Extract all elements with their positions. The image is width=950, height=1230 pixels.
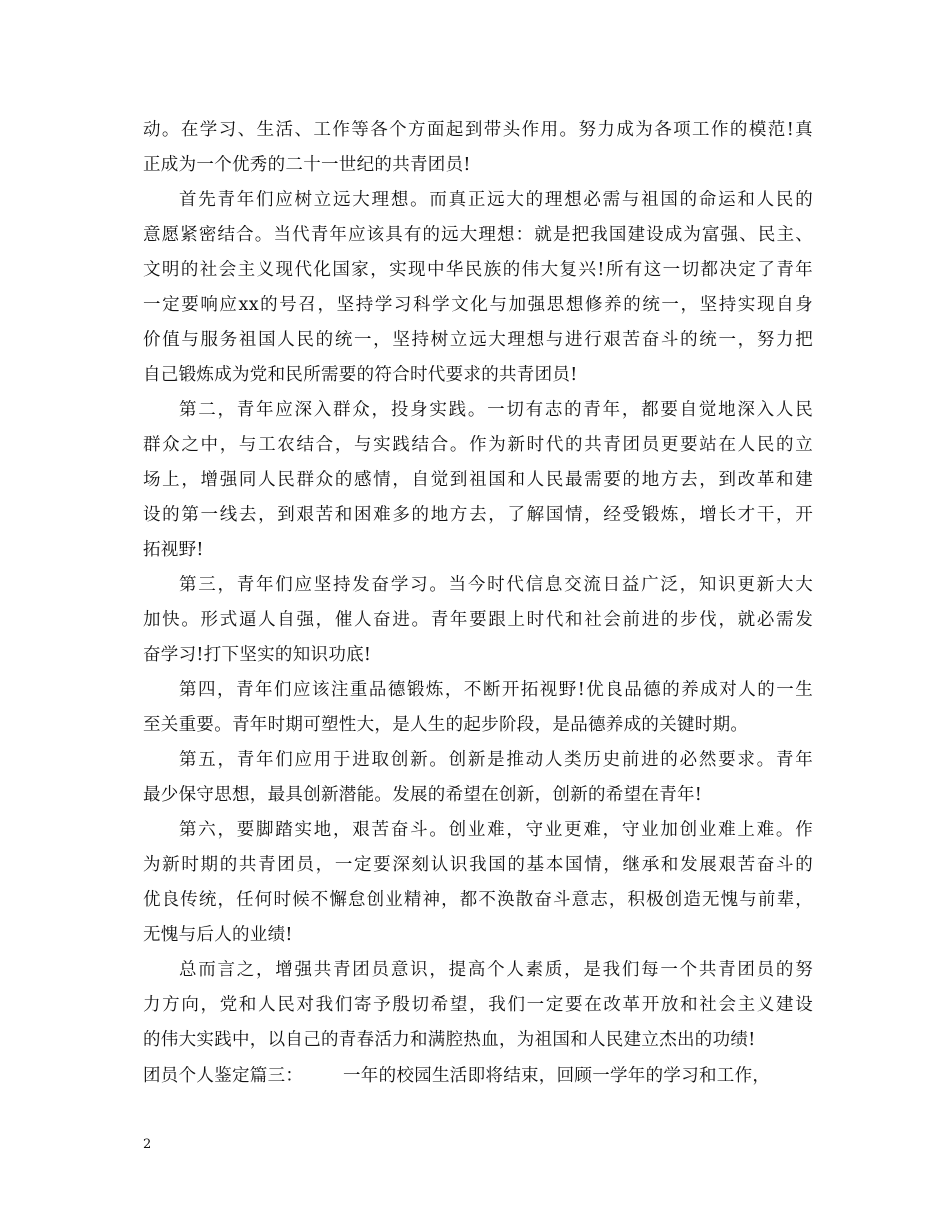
text-line: 奋学习!打下坚实的知识功底! bbox=[143, 645, 372, 665]
text-line: 意愿紧密结合。当代青年应该具有的远大理想：就是把我国建设成为富强、民主、 bbox=[143, 225, 813, 245]
text-line: 正成为一个优秀的二十一世纪的共青团员! bbox=[143, 155, 471, 175]
section-heading-label: 团员个人鉴定篇三： bbox=[143, 1066, 304, 1086]
text-line: 第五，青年们应用于进取创新。创新是推动人类历史前进的必然要求。青年 bbox=[179, 750, 813, 770]
text-line: 的伟大实践中，以自己的青春活力和满腔热血，为祖国和人民建立杰出的功绩! bbox=[143, 1030, 756, 1050]
text-line: 总而言之，增强共青团员意识，提高个人素质，是我们每一个共青团员的努 bbox=[179, 960, 813, 980]
text-line: 为新时期的共青团员，一定要深刻认识我国的基本国情，继承和发展艰苦奋斗的 bbox=[143, 855, 813, 875]
text-line: 设的第一线去，到艰苦和困难多的地方去，了解国情，经受锻炼，增长才干，开 bbox=[143, 505, 813, 525]
text-line: 第六，要脚踏实地，艰苦奋斗。创业难，守业更难，守业加创业难上难。作 bbox=[179, 820, 813, 840]
page-number: 2 bbox=[143, 1137, 152, 1152]
text-line: 第三，青年们应坚持发奋学习。当今时代信息交流日益广泛，知识更新大大 bbox=[179, 575, 813, 595]
text-line: 首先青年们应树立远大理想。而真正远大的理想必需与祖国的命运和人民的 bbox=[179, 190, 813, 210]
text-line: 无愧与后人的业绩! bbox=[143, 925, 293, 945]
text-line: 最少保守思想，最具创新潜能。发展的希望在创新，创新的希望在青年! bbox=[143, 785, 703, 805]
text-line: 第四，青年们应该注重品德锻炼，不断开拓视野!优良品德的养成对人的一生 bbox=[179, 680, 813, 700]
text-line: 至关重要。青年时期可塑性大，是人生的起步阶段，是品德养成的关键时期。 bbox=[143, 715, 749, 735]
text-line: 一定要响应xx的号召，坚持学习科学文化与加强思想修养的统一，坚持实现自身 bbox=[143, 295, 813, 315]
text-line: 优良传统，任何时候不懈怠创业精神，都不涣散奋斗意志，积极创造无愧与前辈， bbox=[143, 890, 813, 910]
text-line: 加快。形式逼人自强，催人奋进。青年要跟上时代和社会前进的步伐，就必需发 bbox=[143, 610, 813, 630]
text-line: 群众之中，与工农结合，与实践结合。作为新时代的共青团员更要站在人民的立 bbox=[143, 435, 813, 455]
text-line: 动。在学习、生活、工作等各个方面起到带头作用。努力成为各项工作的模范!真 bbox=[143, 120, 813, 140]
section-heading-text: 一年的校园生活即将结束，回顾一学年的学习和工作， bbox=[343, 1066, 771, 1086]
section-heading-line bbox=[143, 1059, 813, 1094]
text-line: 力方向，党和人民对我们寄予殷切希望，我们一定要在改革开放和社会主义建设 bbox=[143, 995, 813, 1015]
text-line: 第二，青年应深入群众，投身实践。一切有志的青年，都要自觉地深入人民 bbox=[179, 400, 813, 420]
text-line: 文明的社会主义现代化国家，实现中华民族的伟大复兴!所有这一切都决定了青年 bbox=[143, 260, 813, 280]
document-body bbox=[143, 113, 813, 1058]
text-line: 场上，增强同人民群众的感情，自觉到祖国和人民最需要的地方去，到改革和建 bbox=[143, 470, 813, 490]
text-line: 自己锻炼成为党和民所需要的符合时代要求的共青团员! bbox=[143, 365, 578, 385]
text-line: 拓视野! bbox=[143, 540, 204, 560]
text-line: 价值与服务祖国人民的统一，坚持树立远大理想与进行艰苦奋斗的统一，努力把 bbox=[143, 330, 813, 350]
